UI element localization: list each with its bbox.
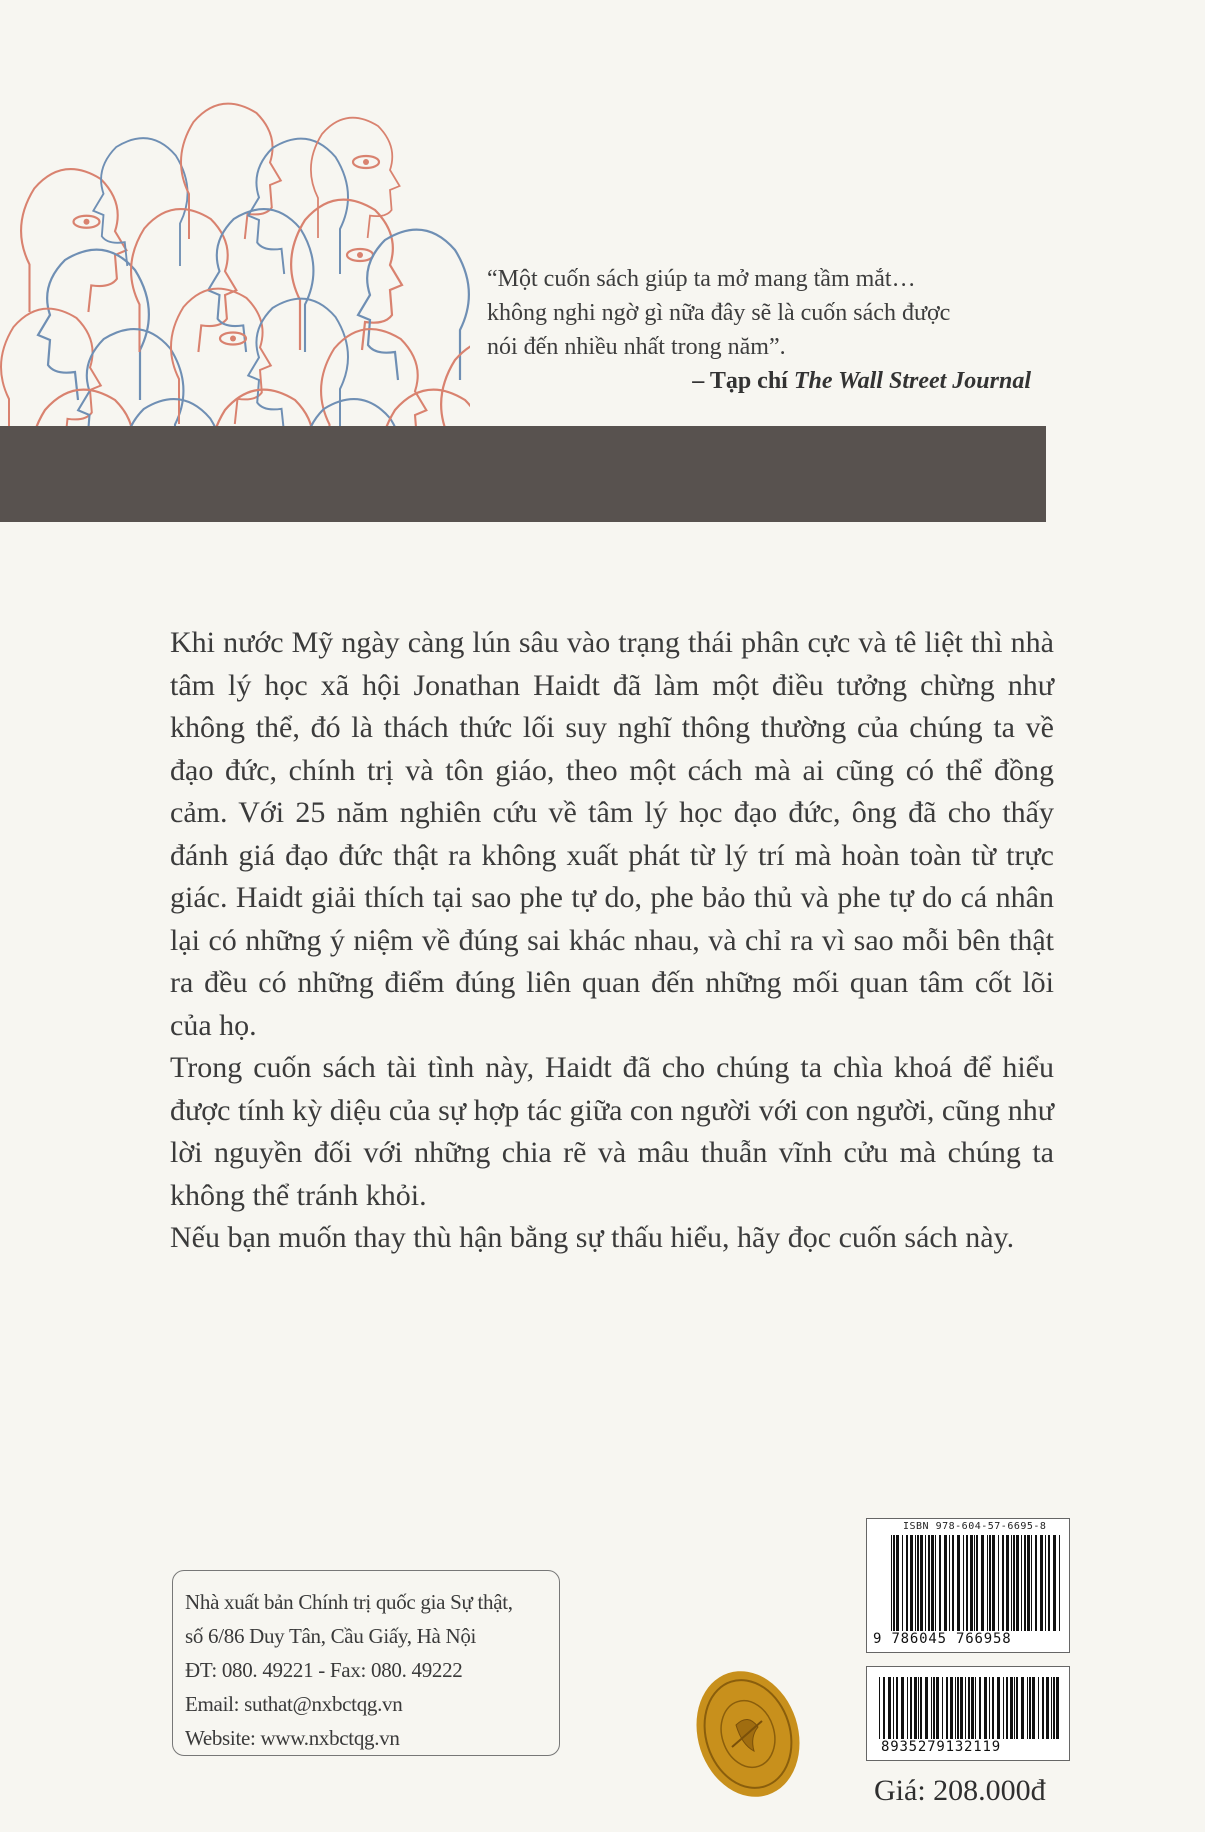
barcode-bar	[1016, 1677, 1018, 1739]
barcode-bar	[1002, 1535, 1004, 1631]
blurb-paragraph-2: Trong cuốn sách tài tình này, Haidt đã cho chúng ta chìa khoá để hiểu được tính kỳ diệu của sự hợp tác giữa con người với con người, cũng như lời nguyền đối với những chia rẽ và mâu thuẫn vĩnh cửu mà chúng ta không thể tránh khỏi.	[170, 1051, 1054, 1212]
barcode-bar	[984, 1677, 987, 1739]
blurb-paragraph-3: Nếu bạn muốn thay thù hận bằng sự thấu hiểu, hãy đọc cuốn sách này.	[170, 1221, 1015, 1254]
publisher-website: Website: www.nxbctqg.vn	[185, 1726, 400, 1750]
isbn-label: ISBN 978-604-57-6695-8	[903, 1521, 1047, 1532]
publisher-phone: ĐT: 080. 49221 - Fax: 080. 49222	[185, 1658, 463, 1682]
barcode-bar	[914, 1677, 917, 1739]
barcode-bar	[1056, 1677, 1059, 1739]
barcode-bar	[1006, 1535, 1009, 1631]
barcode-bar	[987, 1535, 988, 1631]
barcode-bar	[949, 1535, 950, 1631]
barcode-bar	[1048, 1535, 1050, 1631]
barcode-bar	[1035, 1535, 1037, 1631]
dark-band	[0, 426, 1046, 522]
barcode-bar	[918, 1677, 919, 1739]
barcode-bar	[891, 1535, 892, 1631]
barcode-bar	[1027, 1677, 1028, 1739]
barcode-bar	[917, 1535, 919, 1631]
barcode-bar	[1038, 1677, 1039, 1739]
store-barcode-digits: 8935279132119	[881, 1739, 1001, 1755]
barcode-bar	[883, 1677, 885, 1739]
barcode-bar	[1040, 1535, 1043, 1631]
head-outline	[93, 138, 187, 266]
barcode-bar	[1029, 1677, 1031, 1739]
barcode-bar	[1046, 1677, 1049, 1739]
isbn-digits: 9 786045 766958	[873, 1631, 1012, 1647]
barcode-bar	[896, 1677, 898, 1739]
pupil-icon	[230, 336, 236, 342]
barcode-bar	[979, 1677, 981, 1739]
barcode-bar	[920, 1677, 922, 1739]
barcode-bar	[910, 1677, 912, 1739]
barcode-bar	[879, 1677, 880, 1739]
pupil-icon	[363, 159, 369, 165]
barcode-bar	[888, 1677, 891, 1739]
attribution-source: The Wall Street Journal	[793, 368, 1031, 394]
barcode-bar	[925, 1677, 928, 1739]
barcode-bar	[1011, 1535, 1012, 1631]
head-outline	[291, 200, 402, 350]
isbn-barcode	[866, 1518, 1070, 1653]
publisher-email: Email: suthat@nxbctqg.vn	[185, 1692, 403, 1716]
head-outline	[21, 169, 126, 312]
barcode-bar	[1006, 1677, 1008, 1739]
publisher-name: Nhà xuất bản Chính trị quốc gia Sự thật,	[185, 1590, 513, 1614]
head-outline	[248, 139, 348, 274]
review-quote	[487, 262, 1047, 398]
quote-line-1: “Một cuốn sách giúp ta mở mang tầm mắt…	[487, 266, 916, 292]
barcode-bar	[1024, 1535, 1026, 1631]
barcode-bar	[1013, 1535, 1015, 1631]
barcode-bar	[1053, 1677, 1055, 1739]
barcode-bar	[981, 1535, 984, 1631]
barcode-bar	[976, 1535, 978, 1631]
barcode-bar	[1051, 1677, 1052, 1739]
barcode-bar	[933, 1677, 935, 1739]
blurb-text	[170, 622, 1054, 1260]
head-outline	[171, 289, 271, 424]
quote-attribution	[487, 364, 1047, 398]
barcode-bar	[902, 1535, 903, 1631]
quote-line-2: không nghi ngờ gì nữa đây sẽ là cuốn sách được	[487, 300, 951, 326]
barcode-bar	[942, 1677, 943, 1739]
barcode-bar	[1027, 1535, 1030, 1631]
barcode-bar	[896, 1535, 899, 1631]
barcode-bar	[1003, 1677, 1004, 1739]
publisher-address: số 6/86 Duy Tân, Cầu Giấy, Hà Nội	[185, 1624, 477, 1648]
quote-line-3: nói đến nhiều nhất trong năm”.	[487, 334, 786, 360]
barcode-bar	[928, 1535, 930, 1631]
barcode-bar	[931, 1677, 932, 1739]
price-label: Giá: 208.000đ	[874, 1774, 1046, 1807]
barcode-bar	[957, 1677, 959, 1739]
barcode-bar	[1014, 1677, 1015, 1739]
barcode-bar	[1045, 1535, 1046, 1631]
barcode-bar	[966, 1535, 968, 1631]
barcode-bar	[992, 1677, 994, 1739]
barcode-bar	[965, 1677, 966, 1739]
barcode-bar	[944, 1535, 947, 1631]
head-outline	[248, 299, 348, 434]
barcode-bar	[931, 1535, 934, 1631]
barcode-bar	[1053, 1535, 1056, 1631]
blurb-paragraph-1: Khi nước Mỹ ngày càng lún sâu vào trạng thái phân cực và tê liệt thì nhà tâm lý học xã hội Jonathan Haidt đã làm một điều tưởng chừng như không thể, đó là thách thức lối suy nghĩ thông thường của chúng ta về đạo đức, chính trị và tôn giáo, theo một cách mà ai cũng có thể đồng cảm. Với 25 năm nghiên cứu về tâm lý học đạo đức, ông đã cho thấy đánh giá đạo đức thật ra không xuất phát từ lý trí mà hoàn toàn từ trực giác. Haidt giải thích tại sao phe tự do, phe bảo thủ và phe tự do cá nhân lại có những ý niệm về đúng sai khác nhau, và chỉ ra vì sao mỗi bên thật ra đều có những điểm đúng liên quan đến những mối quan tâm cốt lõi của họ.	[170, 626, 1054, 1042]
attribution-prefix: – Tạp chí	[692, 368, 794, 394]
barcode-bar	[915, 1535, 916, 1631]
barcode-bar	[971, 1677, 974, 1739]
barcode-bar	[920, 1535, 923, 1631]
store-barcode	[866, 1666, 1070, 1761]
barcode-bar	[960, 1677, 963, 1739]
barcode-bar	[997, 1677, 1000, 1739]
barcode-bar	[907, 1677, 908, 1739]
publisher-seal	[692, 1665, 804, 1803]
barcode-bar	[970, 1535, 973, 1631]
barcode-bar	[975, 1677, 976, 1739]
barcode-bar	[974, 1535, 975, 1631]
barcode-bar	[901, 1677, 904, 1739]
store-barcode-bars	[879, 1677, 1059, 1739]
isbn-barcode-bars	[891, 1535, 1061, 1631]
publisher-info-box	[172, 1570, 560, 1756]
barcode-bar	[998, 1535, 999, 1631]
head-outline	[208, 209, 313, 352]
barcode-bar	[955, 1677, 956, 1739]
barcode-bar	[925, 1535, 926, 1631]
barcode-bar	[1021, 1535, 1022, 1631]
barcode-bar	[1042, 1677, 1044, 1739]
barcode-bar	[968, 1677, 970, 1739]
barcode-bar	[1032, 1677, 1035, 1739]
barcode-bar	[936, 1677, 939, 1739]
head-outline	[38, 250, 149, 400]
barcode-bar	[1021, 1677, 1024, 1739]
barcode-bar	[1010, 1677, 1013, 1739]
barcode-bar	[963, 1535, 964, 1631]
barcode-bar	[893, 1677, 894, 1739]
barcode-bar	[950, 1677, 953, 1739]
barcode-bar	[893, 1535, 895, 1631]
barcode-bar	[906, 1535, 908, 1631]
barcode-bar	[992, 1535, 995, 1631]
head-outline	[311, 118, 400, 238]
barcode-bar	[952, 1535, 954, 1631]
barcode-bar	[989, 1677, 990, 1739]
barcode-bar	[935, 1535, 936, 1631]
barcode-bar	[1031, 1535, 1032, 1631]
barcode-bar	[1059, 1535, 1060, 1631]
pupil-icon	[84, 219, 90, 225]
barcode-bar	[910, 1535, 913, 1631]
barcode-bar	[1016, 1535, 1019, 1631]
head-outline	[181, 104, 281, 239]
barcode-bar	[946, 1677, 948, 1739]
barcode-bar	[957, 1535, 960, 1631]
barcode-bar	[989, 1535, 991, 1631]
barcode-bar	[939, 1535, 941, 1631]
pupil-icon	[357, 252, 363, 258]
